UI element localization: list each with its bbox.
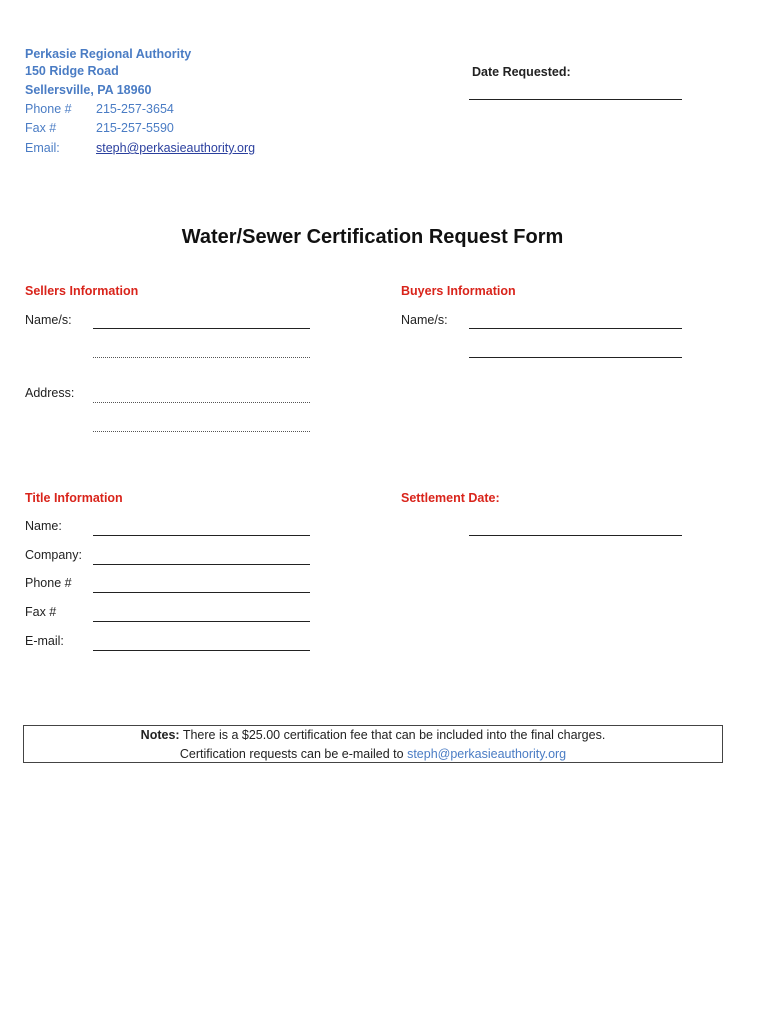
notes-email-prefix: Certification requests can be e-mailed to [179,747,408,761]
phone-value: 215-257-3654 [96,102,174,116]
settlement-heading: Settlement Date: [401,491,500,505]
org-city: Sellersville, PA 18960 [25,83,152,97]
title-email-label: E-mail: [25,634,64,648]
buyers-heading: Buyers Information [401,284,516,298]
sellers-names-field-1[interactable] [93,328,310,329]
sellers-heading: Sellers Information [25,284,139,298]
date-requested-label: Date Requested: [472,65,571,79]
title-name-label: Name: [25,519,62,533]
settlement-date-field[interactable] [469,535,682,536]
date-requested-field[interactable] [469,99,682,100]
fax-label: Fax # [25,121,57,135]
phone-label: Phone # [25,102,72,116]
org-street: 150 Ridge Road [25,64,119,78]
title-email-field[interactable] [93,650,310,651]
sellers-address-field-2[interactable] [93,431,310,432]
email-link[interactable]: steph@perkasieauthority.org [96,141,256,155]
title-company-label: Company: [25,548,82,562]
title-info-heading: Title Information [25,491,123,505]
sellers-names-label: Name/s: [25,313,72,327]
title-name-field[interactable] [93,535,310,536]
notes-email-link[interactable]: steph@perkasieauthority.org [407,747,567,761]
notes-box [23,725,723,763]
sellers-names-field-2[interactable] [93,357,310,358]
form-title: Water/Sewer Certification Request Form [181,226,564,248]
title-phone-field[interactable] [93,592,310,593]
buyers-names-field-1[interactable] [469,328,682,329]
notes-label: Notes: [140,728,180,742]
buyers-names-label: Name/s: [401,313,448,327]
notes-line-2 [24,745,722,764]
title-company-field[interactable] [93,564,310,565]
title-fax-label: Fax # [25,605,57,619]
buyers-names-field-2[interactable] [469,357,682,358]
title-fax-field[interactable] [93,621,310,622]
email-label: Email: [25,141,60,155]
notes-line-1 [24,726,722,745]
title-phone-label: Phone # [25,576,72,590]
sellers-address-label: Address: [25,386,75,400]
sellers-address-field-1[interactable] [93,402,310,403]
fax-value: 215-257-5590 [96,121,174,135]
org-name: Perkasie Regional Authority [25,47,192,61]
notes-fee-text: There is a $25.00 certification fee that can be included into the final charges. [182,728,606,742]
